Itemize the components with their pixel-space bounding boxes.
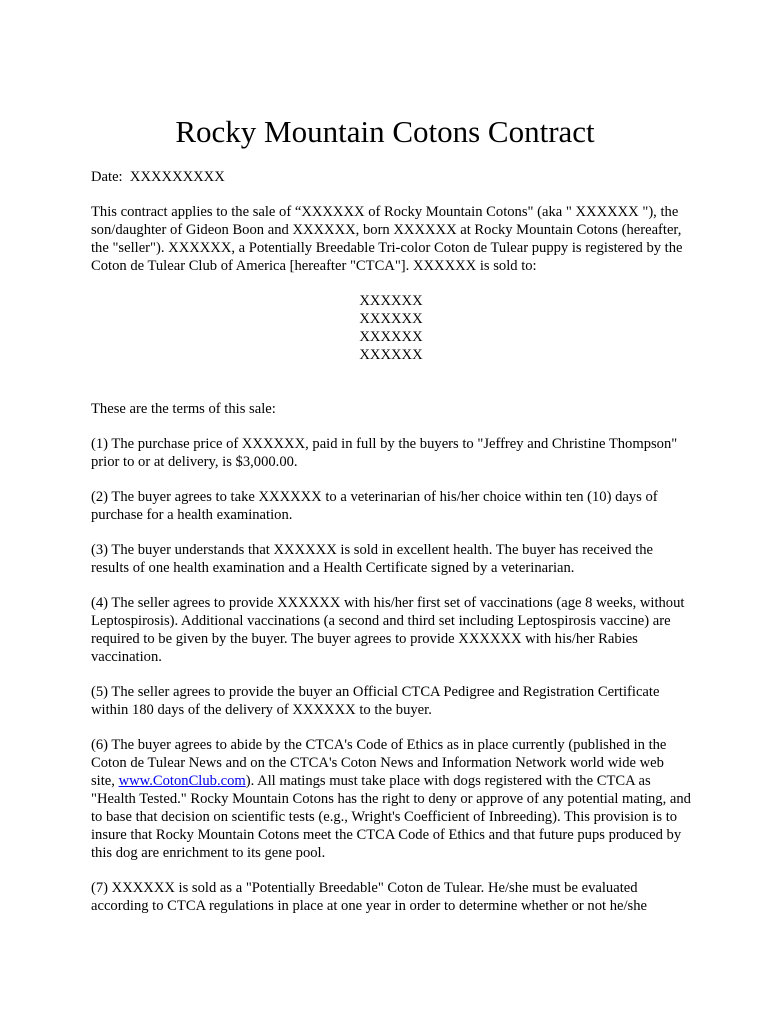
term-5: (5) The seller agrees to provide the buyer an Official CTCA Pedigree and Registration Certificate within 180 days of the delivery of XXXXXX to the buyer. xyxy=(91,684,660,718)
term-3: (3) The buyer understands that XXXXXX is sold in excellent health. The buyer has received the results of one health examination and a Health Certificate signed by a veterinarian. xyxy=(91,542,653,576)
document-body xyxy=(91,168,691,932)
buyer-line: XXXXXX xyxy=(359,347,423,363)
term-4: (4) The seller agrees to provide XXXXXX with his/her first set of vaccinations (age 8 weeks, without Leptospirosis). Additional vaccinations (a second and third set including Leptospirosis vaccine) are required to be given by the buyer. The buyer agrees to provide XXXXXX with his/her Rabies vaccination. xyxy=(91,595,685,665)
terms-heading: These are the terms of this sale: xyxy=(91,401,276,417)
buyer-list xyxy=(91,292,691,364)
term-7: (7) XXXXXX is sold as a "Potentially Breedable" Coton de Tulear. He/she must be evaluated according to CTCA regulations in place at one year in order to determine whether or not he/she xyxy=(91,880,648,914)
term-2: (2) The buyer agrees to take XXXXXX to a veterinarian of his/her choice within ten (10) days of purchase for a health examination. xyxy=(91,489,658,523)
term-6-text-after: ). All matings must take place with dogs registered with the CTCA as "Health Tested." Rocky Mountain Cotons has the right to deny or approve of any potential mating, and to base that decision on scientific tests (e.g., Wright's Coefficient of Inbreeding). This provision is to insure that Rocky Mountain Cotons meet the CTCA Code of Ethics and that future pups produced by this dog are enrichment to its gene pool. xyxy=(91,773,691,861)
page-title: Rocky Mountain Cotons Contract xyxy=(175,114,595,149)
term-6-text-before: (6) The buyer agrees to abide by the CTCA's Code of Ethics as in place currently (published in the Coton de Tulear News and on the CTCA's Coton News and Information Network world wide web site, xyxy=(91,737,667,789)
intro-paragraph: This contract applies to the sale of “XXXXXX of Rocky Mountain Cotons" (aka " XXXXXX "), the son/daughter of Gideon Boon and XXXXXX, born XXXXXX at Rocky Mountain Cotons (hereafter, the "seller"). XXXXXX, a Potentially Breedable Tri-color Coton de Tulear puppy is registered by the Coton de Tulear Club of America [hereafter "CTCA"]. XXXXXX is sold to: xyxy=(91,204,683,274)
date-label: Date: xyxy=(91,169,123,185)
buyer-line: XXXXXX xyxy=(359,311,423,327)
date-line xyxy=(91,168,691,186)
spacer xyxy=(91,381,691,400)
buyer-line: XXXXXX xyxy=(359,329,423,345)
term-6 xyxy=(91,736,691,862)
cotonclub-link[interactable]: www.CotonClub.com xyxy=(118,773,246,789)
term-1: (1) The purchase price of XXXXXX, paid in full by the buyers to "Jeffrey and Christine Thompson" prior to or at delivery, is $3,000.00. xyxy=(91,436,678,470)
buyer-line: XXXXXX xyxy=(359,293,423,309)
date-value: XXXXXXXXX xyxy=(129,169,225,185)
